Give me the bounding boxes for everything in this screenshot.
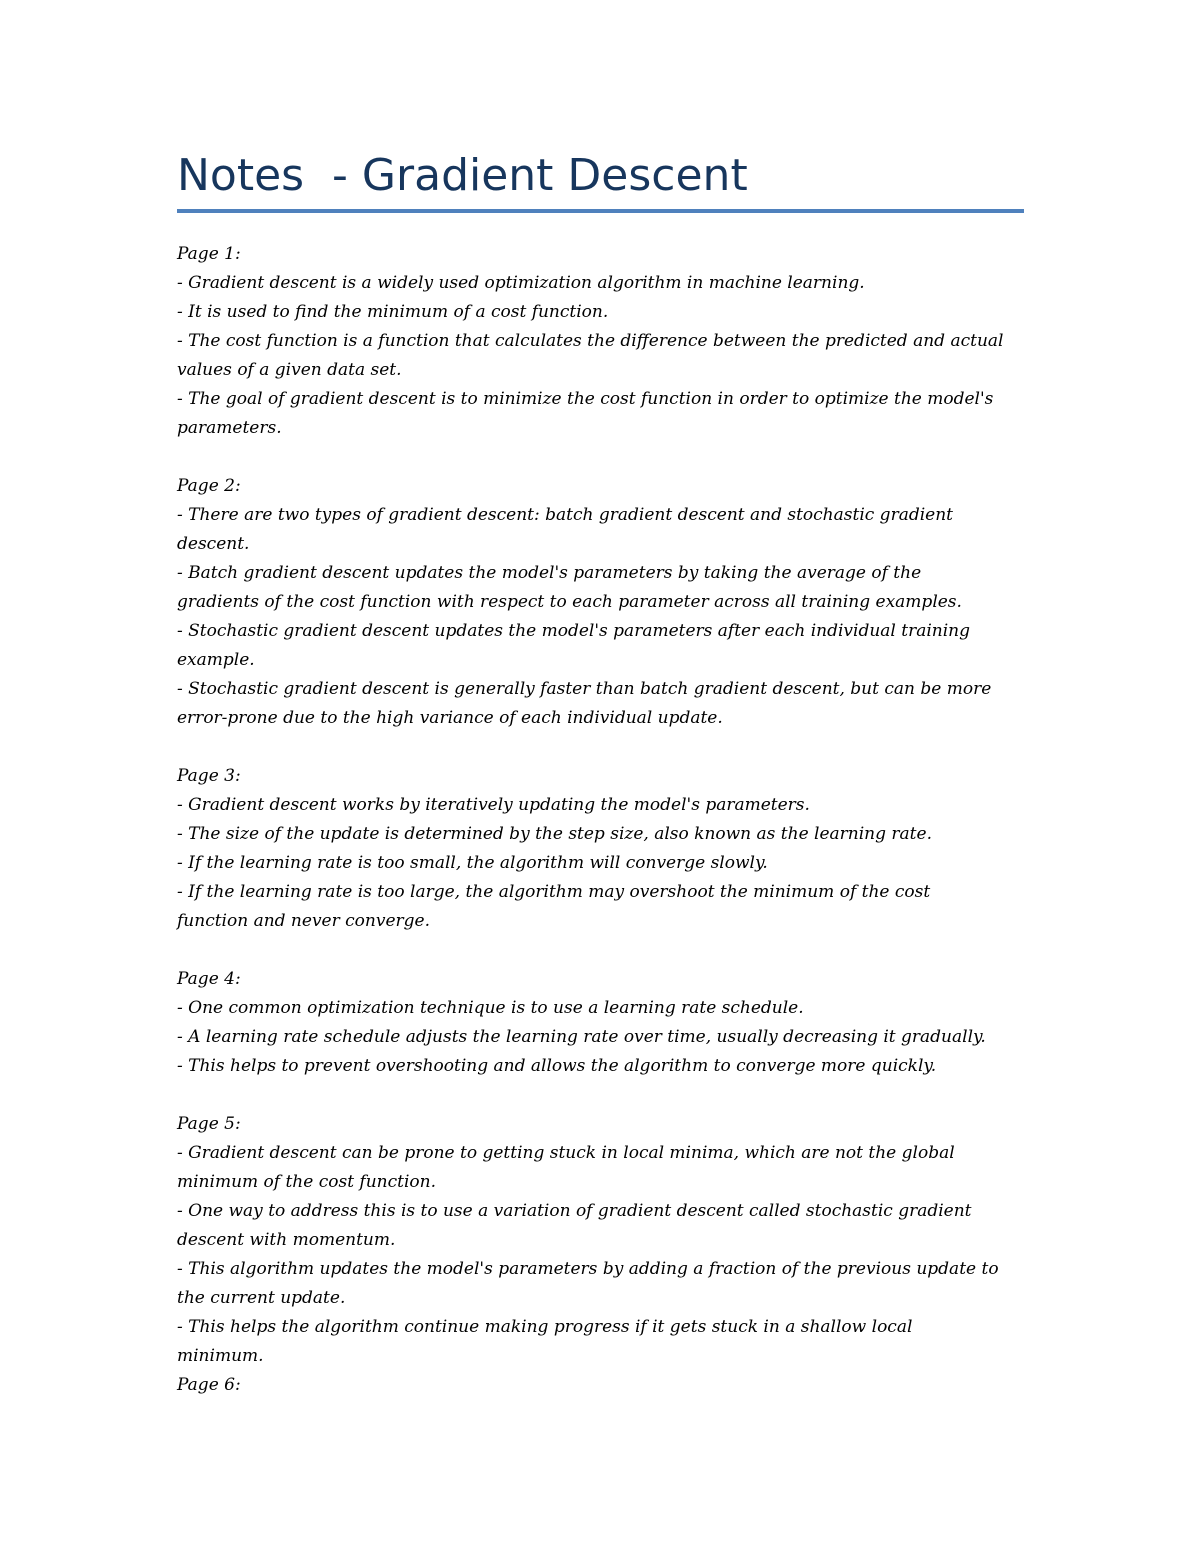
note-line: - Stochastic gradient descent is generally faster than batch gradient descent, but can be more [177, 679, 992, 699]
note-line: - If the learning rate is too large, the algorithm may overshoot the minimum of the cost [177, 882, 931, 902]
note-line: values of a given data set. [177, 360, 402, 380]
note-line: - The size of the update is determined by the step size, also known as the learning rate. [177, 824, 932, 844]
note-line: - This algorithm updates the model's parameters by adding a fraction of the previous update to [177, 1259, 999, 1279]
note-line: - One way to address this is to use a variation of gradient descent called stochastic gradient [177, 1201, 972, 1221]
note-line: the current update. [177, 1288, 346, 1308]
section-heading: Page 2: [177, 476, 241, 496]
section-heading: Page 3: [177, 766, 241, 786]
note-line: - There are two types of gradient descent: batch gradient descent and stochastic gradient [177, 505, 953, 525]
note-line: minimum of the cost function. [177, 1172, 436, 1192]
note-line: - Gradient descent is a widely used optimization algorithm in machine learning. [177, 273, 865, 293]
note-line: - It is used to find the minimum of a cost function. [177, 302, 609, 322]
note-line: parameters. [177, 418, 282, 438]
note-line: function and never converge. [177, 911, 430, 931]
note-line: descent with momentum. [177, 1230, 396, 1250]
note-line: descent. [177, 534, 250, 554]
note-line: - A learning rate schedule adjusts the learning rate over time, usually decreasing it gradually. [177, 1027, 986, 1047]
title-underline-divider [177, 209, 1024, 213]
section-heading: Page 4: [177, 969, 241, 989]
note-line: - Batch gradient descent updates the model's parameters by taking the average of the [177, 563, 922, 583]
note-line: - The cost function is a function that calculates the difference between the predicted and actual [177, 331, 1004, 351]
note-line: example. [177, 650, 255, 670]
note-line: - Stochastic gradient descent updates the model's parameters after each individual training [177, 621, 970, 641]
page-title: Notes - Gradient Descent [177, 150, 748, 201]
note-line: - Gradient descent works by iteratively updating the model's parameters. [177, 795, 810, 815]
note-line: - This helps to prevent overshooting and allows the algorithm to converge more quickly. [177, 1056, 937, 1076]
notes-section-page-4 [177, 965, 1037, 1081]
notes-section-page-2 [177, 472, 1037, 733]
section-heading: Page 5: [177, 1114, 241, 1134]
note-line: error-prone due to the high variance of each individual update. [177, 708, 723, 728]
note-line: - This helps the algorithm continue making progress if it gets stuck in a shallow local [177, 1317, 913, 1337]
section-heading: Page 1: [177, 244, 241, 264]
section-heading: Page 6: [177, 1375, 241, 1395]
notes-section-page-1 [177, 240, 1037, 443]
note-line: gradients of the cost function with respect to each parameter across all training examples. [177, 592, 962, 612]
notes-section-page-3 [177, 762, 1037, 936]
note-line: - The goal of gradient descent is to minimize the cost function in order to optimize the model's [177, 389, 994, 409]
notes-body [177, 240, 1037, 1400]
note-line: - If the learning rate is too small, the algorithm will converge slowly. [177, 853, 768, 873]
note-line: - Gradient descent can be prone to getting stuck in local minima, which are not the global [177, 1143, 955, 1163]
notes-section-page-5 [177, 1110, 1037, 1371]
note-line: - One common optimization technique is to use a learning rate schedule. [177, 998, 804, 1018]
notes-section-page-6 [177, 1371, 1037, 1400]
note-line: minimum. [177, 1346, 264, 1366]
